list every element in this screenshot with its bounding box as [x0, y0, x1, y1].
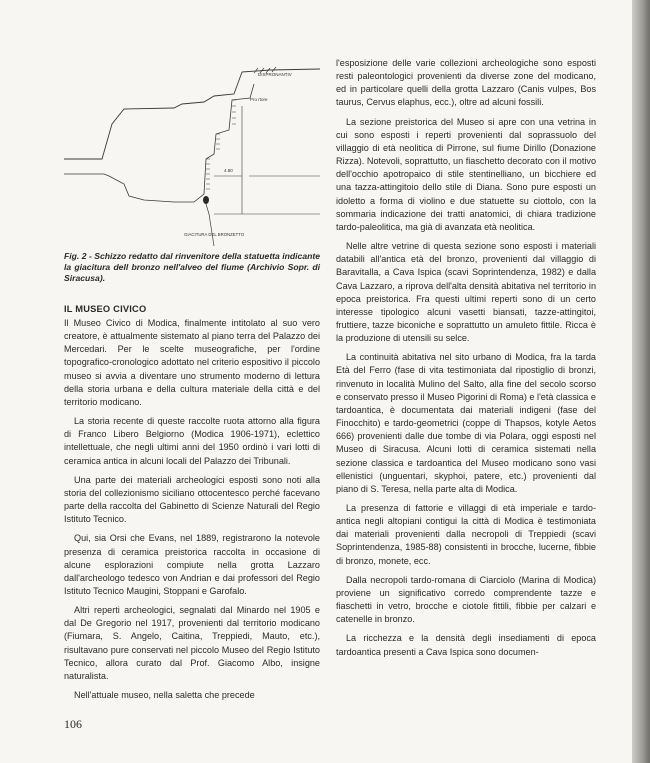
paragraph: La continuità abitativa nel sito urbano di Modica, fra la tarda Età del Ferro (fase di vita testimoniata dal ripostiglio di bronzi, rinvenuto in località Mulino del Salto, alla fine del secolo scorso e conservato presso il Museo Pigorini di Roma) e l'età classica e tardoantica, è documentata dai materiali indigeni (fase del Finocchito) e tardo-geometrici (coppe di Thapsos, kotyle Aetos 666) provenienti dalle due tombe di via Polara, oggi esposti nel Museo di Siracusa. Alcuni lotti di ceramica sistemati nella sezione classica e tardoantica del Museo modicano sono vasi ellenistici (unguentari, skyphoi, patere, etc.) provenienti dal piano di S. Teresa, nella parte alta di Modica.	[336, 352, 596, 494]
paragraph: Altri reperti archeologici, segnalati dal Minardo nel 1905 e dal De Gregorio nel 1917, provenienti dal territorio modicano (Fiumara, S. Angelo, Caitina, Treppiedi, Mauto, etc.), risultavano pure conservati nel piccolo Museo del Regio Istituto Tecnico, allora curato dal Prof. Giacomo Albo, insigne naturalista.	[64, 605, 320, 681]
paragraph: Nell'attuale museo, nella saletta che precede	[74, 690, 255, 701]
book-spine-shadow	[632, 0, 650, 763]
label-middle-right: Pro rtore	[250, 97, 268, 102]
sketch-figure	[64, 64, 320, 250]
paragraph: La ricchezza e la densità degli insediamenti di epoca tardoantica presenti a Cava Ispica sono documen-	[336, 633, 596, 657]
figure-caption: Fig. 2 - Schizzo redatto dal rinvenitore della statuetta indicante la giacitura dell bronzo nell'alveo del fiume (Archivio Sopr. di Siracusa).	[64, 251, 320, 284]
paragraph: La sezione preistorica del Museo si apre con una vetrina in cui sono esposti i reperti provenienti dal soprassuolo del villaggio di età neolitica di Pirrone, sul fiume Dirillo (Donazione Rizza). Notevoli, soprattutto, un fiaschetto decorato con il motivo dell'occhio apotropaico di stile stentinelliano, un bicchiere ed una tazza-attingitoio dello stile di Diana. Sono pure esposti un idoletto a forma di violino e due statuette su ciottolo, con la sommaria indicazione dei tratti anatomici, di chiara tradizione tardo-paleolitica, ma già di avanzata età neolitica.	[336, 116, 596, 232]
label-top-right: DISPRONANTIV	[258, 72, 292, 77]
section-heading: IL MUSEO CIVICO	[64, 304, 147, 314]
label-bronze-location: GIACITURA DEL BRONZETTO	[184, 232, 245, 237]
paragraph: La presenza di fattorie e villaggi di età imperiale e tardo-antica negli altopiani contigui la città di Modica è testimoniata dai materiali provenienti dalla necropoli di Treppiedi (scavi Soprintendenza, 1985-88) consistenti in brocche, lucerne, fibbie di bronzo, monete, ecc.	[336, 503, 596, 566]
bronze-location-marker	[203, 196, 209, 204]
right-column	[336, 57, 596, 659]
paragraph: Nelle altre vetrine di questa sezione sono esposti i materiali databili all'antica età del bronzo, provenienti dal villaggio di Baravitalla, a Cava Ispica (scavi Soprintendenza, 1982) e dalla Cava Lazzaro, a riprova dell'alta densità abitativa nel territorio in epoca preistorica. Fra questi ultimi reperti sono di un certo interesse tipologico alcuni vasetti biansati, tazze-attingitoi, fruttiere, tazze biconiche e soprattutto un amuleto fittile. Ricca è la produzione di utensili su selce.	[336, 241, 596, 344]
left-column	[64, 317, 320, 702]
paragraph: Dalla necropoli tardo-romana di Ciarciolo (Marina di Modica) proviene un significativo corredo comprendente tazze e fiaschetti in vetro, brocche e ciotole fittili, fibbie per calzari e catenelle in bronzo.	[336, 574, 596, 625]
label-dimension: 4.80	[224, 168, 233, 173]
paragraph: La storia recente di queste raccolte ruota attorno alla figura di Franco Libero Belgiorno (Modica 1906-1971), eclettico intellettuale, che negli ultimi anni del 1950 ordinò i vari lotti di ceramica antica in alcuni locali del Palazzo dei Tribunali.	[64, 416, 320, 466]
paragraph: Qui, sia Orsi che Evans, nel 1889, registrarono la notevole presenza di ceramica preistorica raccolta in occasione di alcune esplorazioni compiute nella grotta Lazzaro dall'archeologo tedesco von Andrian e dai professori del Regio Istituto Tecnico Maugini, Stoppani e Garofalo.	[64, 533, 320, 596]
paragraph: Una parte dei materiali archeologici esposti sono noti alla storia del collezionismo siciliano ottocentesco perché facevano parte della raccolta del Gabinetto di Scienze Naturali del Regio Istituto Tecnico.	[64, 474, 320, 525]
page-number: 106	[64, 717, 82, 731]
paragraph: l'esposizione delle varie collezioni archeologiche sono esposti resti paleontologici provenienti da diverse zone del modicano, ed in particolare quelli della grotta Lazzaro (Canis vulpes, Bos taurus, Cervus elaphus, ecc.), oltre ad alcuni fossili.	[336, 58, 596, 108]
paragraph: Il Museo Civico di Modica, finalmente intitolato al suo vero creatore, è attualmente sistemato al piano terra del Palazzo dei Mercedari. Per le scelte museografiche, per l'ordine topografico-cronologico adottato nel criterio espositivo il piccolo museo si avvia a diventare uno strumento moderno di lettura della storia urbana e della cultura materiale della città e del territorio modicano.	[64, 318, 320, 407]
